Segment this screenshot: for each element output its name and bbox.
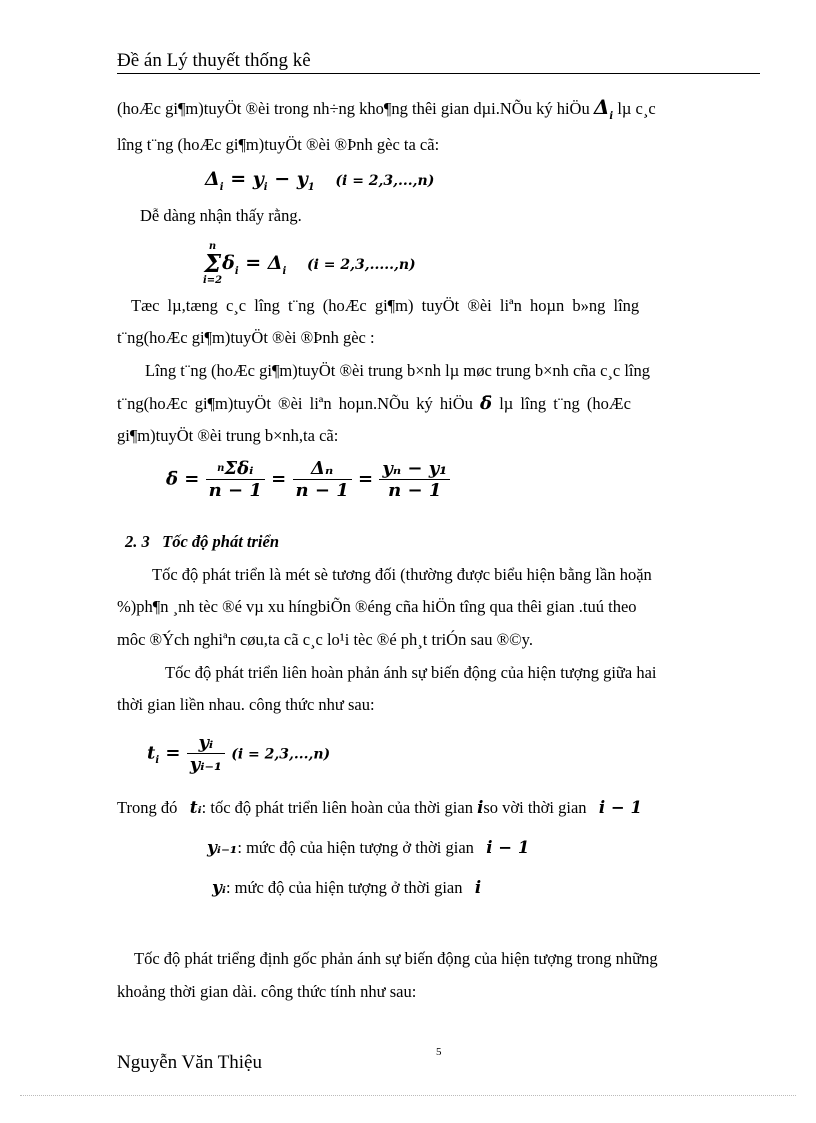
paragraph-line: Lîng t¨ng (hoÆc gi¶m)tuyÖt ®èi trung b×nh lµ møc trung b×nh cña c¸c lîng [145,361,650,380]
text: (hoÆc gi¶m)tuyÖt ®èi trong nh÷ng kho¶ng thêi gian dµi.NÕu ký hiÖu [117,99,590,118]
paragraph-line: Tốc độ phát triển là mét sè tương đối (thường được biểu hiện bằng lần hoặn [152,565,652,584]
page-number: 5 [436,1046,442,1058]
section-heading: 2. 3 Tốc độ phát triển [125,532,280,551]
definition-line: yᵢ₋₁: mức độ của hiện tượng ở thời gian i − 1 [207,838,530,858]
delta-bar-symbol: δ̄ [480,393,493,414]
formula-sum-delta: n Σ i=2 $\delta_i = \Delta_i$ (i = 2,3,.....,n) [203,241,416,286]
paragraph-line: thời gian liền nhau. công thức như sau: [117,695,375,714]
header-rule [117,73,760,74]
paragraph-line: %)ph¶n ¸nh tèc ®é vµ xu híngbiÕn ®éng cña hiÖn tîng qua thêi gian .tuú theo [117,597,637,616]
paragraph-line: Tốc độ phát triển liên hoàn phản ánh sự biến động của hiện tượng giữa hai [165,663,657,682]
formula-chain-rate: $t_i$ = $\frac{\text{yᵢ}}{\text{yᵢ₋₁}}$ (i = 2,3,...,n) [147,732,331,775]
paragraph-line: t¨ng(hoÆc gi¶m)tuyÖt ®èi liªn hoµn.NÕu ký hiÖu δ̄ lµ lîng t¨ng (hoÆc [117,393,631,414]
paragraph-line: Tốc độ phát triểng định gốc phản ánh sự biến động của hiện tượng trong những [134,949,658,968]
formula-average-delta: δ̄ = n Σδᵢ n − 1 = $\frac{\text{Δₙ}}{n - 1}$ = $\frac{\text{yₙ − y₁}}{n - 1}$ [166,458,450,501]
paragraph-line: gi¶m)tuyÖt ®èi trung b×nh,ta cã: [117,426,339,445]
page-header-title: Đề án Lý thuyết thống kê [117,50,311,71]
formula-delta-i: $\Delta_i = y_i - y_1$ (i = 2,3,...,n) [205,168,435,193]
footer-rule [20,1095,796,1096]
paragraph-line: khoảng thời gian dài. công thức tính như sau: [117,982,417,1001]
definition-line: Trong đó tᵢ: tốc độ phát triển liên hoàn của thời gian iso vời thời gian i − 1 [117,798,642,818]
footer-author: Nguyễn Văn Thiệu [117,1052,262,1073]
definition-line: yᵢ: mức độ của hiện tượng ở thời gian i [212,878,482,898]
paragraph-line: lîng t¨ng (hoÆc gi¶m)tuyÖt ®èi ®Þnh gèc ta cã: [117,135,440,154]
delta-symbol: $\Delta_i$ [593,95,614,122]
paragraph-line [117,95,656,125]
paragraph-line: Dễ dàng nhận thấy rằng. [140,206,302,225]
paragraph-line: t¨ng(hoÆc gi¶m)tuyÖt ®èi ®Þnh gèc : [117,328,375,347]
paragraph-line: môc ®Ých nghiªn cøu,ta cã c¸c lo¹i tèc ®é ph¸t triÓn sau ®©y. [117,630,533,649]
paragraph-line: Tæc lµ,tæng c¸c lîng t¨ng (hoÆc gi¶m) tuyÖt ®èi liªn hoµn b»ng lîng [131,296,640,315]
text: lµ c¸c [617,99,656,118]
